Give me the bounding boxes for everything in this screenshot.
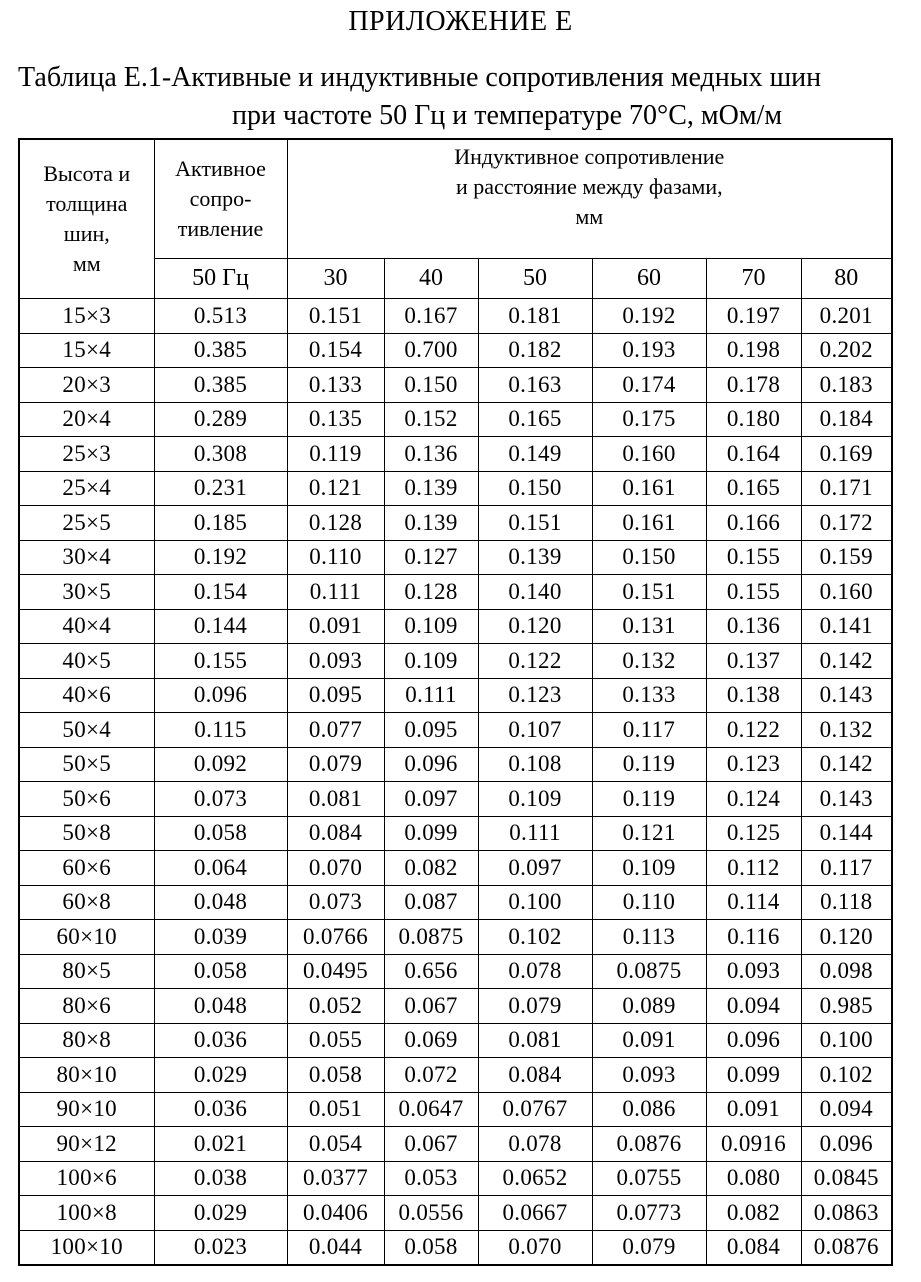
inductive-resistance-cell: 0.096 — [384, 747, 478, 782]
active-resistance-cell: 0.185 — [154, 506, 287, 541]
inductive-resistance-cell: 0.139 — [384, 471, 478, 506]
busbar-size-cell: 80×8 — [19, 1023, 154, 1058]
inductive-resistance-cell: 0.985 — [801, 989, 892, 1024]
inductive-resistance-cell: 0.109 — [592, 851, 706, 886]
inductive-resistance-cell: 0.058 — [287, 1058, 384, 1093]
active-resistance-cell: 0.115 — [154, 713, 287, 748]
inductive-resistance-cell: 0.155 — [706, 575, 801, 610]
inductive-resistance-cell: 0.052 — [287, 989, 384, 1024]
inductive-resistance-cell: 0.142 — [801, 644, 892, 679]
active-resistance-cell: 0.036 — [154, 1092, 287, 1127]
active-resistance-cell: 0.036 — [154, 1023, 287, 1058]
active-resistance-cell: 0.058 — [154, 954, 287, 989]
inductive-resistance-cell: 0.202 — [801, 333, 892, 368]
inductive-resistance-cell: 0.656 — [384, 954, 478, 989]
inductive-resistance-cell: 0.094 — [706, 989, 801, 1024]
inductive-resistance-cell: 0.096 — [801, 1127, 892, 1162]
inductive-header-line: Индуктивное сопротивление — [454, 144, 725, 169]
inductive-resistance-cell: 0.138 — [706, 678, 801, 713]
busbar-size-cell: 90×10 — [19, 1092, 154, 1127]
inductive-resistance-cell: 0.110 — [592, 885, 706, 920]
inductive-resistance-cell: 0.117 — [801, 851, 892, 886]
inductive-resistance-cell: 0.132 — [801, 713, 892, 748]
table-row — [19, 402, 892, 437]
inductive-resistance-cell: 0.096 — [706, 1023, 801, 1058]
table-row — [19, 1092, 892, 1127]
inductive-resistance-cell: 0.700 — [384, 333, 478, 368]
active-column-header — [154, 139, 287, 259]
table-caption-line-1: Таблица Е.1-Активные и индуктивные сопротивления медных шин — [18, 62, 822, 93]
inductive-resistance-cell: 0.182 — [478, 333, 592, 368]
table-row — [19, 1023, 892, 1058]
inductive-resistance-cell: 0.080 — [706, 1161, 801, 1196]
inductive-resistance-cell: 0.113 — [592, 920, 706, 955]
inductive-resistance-cell: 0.0556 — [384, 1196, 478, 1231]
active-resistance-cell: 0.073 — [154, 782, 287, 817]
table-row — [19, 920, 892, 955]
inductive-resistance-cell: 0.0767 — [478, 1092, 592, 1127]
busbar-size-cell: 80×6 — [19, 989, 154, 1024]
inductive-resistance-cell: 0.084 — [478, 1058, 592, 1093]
inductive-resistance-cell: 0.161 — [592, 506, 706, 541]
active-resistance-cell: 0.513 — [154, 299, 287, 334]
inductive-resistance-cell: 0.051 — [287, 1092, 384, 1127]
inductive-resistance-cell: 0.143 — [801, 782, 892, 817]
inductive-resistance-cell: 0.119 — [287, 437, 384, 472]
table-row — [19, 885, 892, 920]
inductive-resistance-cell: 0.067 — [384, 989, 478, 1024]
busbar-size-cell: 25×3 — [19, 437, 154, 472]
active-resistance-cell: 0.192 — [154, 540, 287, 575]
active-resistance-cell: 0.144 — [154, 609, 287, 644]
active-resistance-cell: 0.064 — [154, 851, 287, 886]
table-row — [19, 506, 892, 541]
active-header-line: тивление — [177, 216, 264, 241]
inductive-resistance-cell: 0.089 — [592, 989, 706, 1024]
distance-header: 70 — [706, 259, 801, 299]
inductive-resistance-cell: 0.193 — [592, 333, 706, 368]
inductive-resistance-cell: 0.160 — [801, 575, 892, 610]
inductive-resistance-cell: 0.044 — [287, 1230, 384, 1265]
inductive-resistance-cell: 0.178 — [706, 368, 801, 403]
inductive-resistance-cell: 0.081 — [287, 782, 384, 817]
inductive-resistance-cell: 0.141 — [801, 609, 892, 644]
inductive-resistance-cell: 0.054 — [287, 1127, 384, 1162]
inductive-resistance-cell: 0.136 — [384, 437, 478, 472]
inductive-resistance-cell: 0.0667 — [478, 1196, 592, 1231]
inductive-resistance-cell: 0.079 — [287, 747, 384, 782]
inductive-resistance-cell: 0.098 — [801, 954, 892, 989]
inductive-resistance-cell: 0.109 — [384, 644, 478, 679]
inductive-resistance-cell: 0.165 — [706, 471, 801, 506]
inductive-resistance-cell: 0.0652 — [478, 1161, 592, 1196]
busbar-size-cell: 20×3 — [19, 368, 154, 403]
inductive-resistance-cell: 0.0377 — [287, 1161, 384, 1196]
active-resistance-cell: 0.048 — [154, 989, 287, 1024]
header-row — [19, 139, 892, 259]
inductive-resistance-cell: 0.073 — [287, 885, 384, 920]
inductive-resistance-cell: 0.135 — [287, 402, 384, 437]
inductive-resistance-cell: 0.201 — [801, 299, 892, 334]
table-row — [19, 816, 892, 851]
table-row — [19, 471, 892, 506]
inductive-resistance-cell: 0.167 — [384, 299, 478, 334]
inductive-resistance-cell: 0.198 — [706, 333, 801, 368]
inductive-resistance-cell: 0.102 — [478, 920, 592, 955]
inductive-resistance-cell: 0.0647 — [384, 1092, 478, 1127]
inductive-resistance-cell: 0.122 — [706, 713, 801, 748]
inductive-resistance-cell: 0.081 — [478, 1023, 592, 1058]
inductive-resistance-cell: 0.164 — [706, 437, 801, 472]
active-resistance-cell: 0.039 — [154, 920, 287, 955]
inductive-resistance-cell: 0.086 — [592, 1092, 706, 1127]
inductive-resistance-cell: 0.084 — [706, 1230, 801, 1265]
inductive-resistance-cell: 0.072 — [384, 1058, 478, 1093]
busbar-size-cell: 50×5 — [19, 747, 154, 782]
inductive-resistance-cell: 0.087 — [384, 885, 478, 920]
inductive-resistance-cell: 0.150 — [384, 368, 478, 403]
inductive-resistance-cell: 0.0875 — [592, 954, 706, 989]
table-row — [19, 1230, 892, 1265]
busbar-size-cell: 60×6 — [19, 851, 154, 886]
inductive-resistance-cell: 0.079 — [478, 989, 592, 1024]
active-resistance-cell: 0.096 — [154, 678, 287, 713]
inductive-resistance-cell: 0.169 — [801, 437, 892, 472]
inductive-resistance-cell: 0.110 — [287, 540, 384, 575]
inductive-resistance-cell: 0.128 — [287, 506, 384, 541]
inductive-resistance-cell: 0.119 — [592, 747, 706, 782]
busbar-size-cell: 30×5 — [19, 575, 154, 610]
inductive-resistance-cell: 0.097 — [478, 851, 592, 886]
active-resistance-cell: 0.155 — [154, 644, 287, 679]
inductive-resistance-cell: 0.128 — [384, 575, 478, 610]
inductive-resistance-cell: 0.0876 — [592, 1127, 706, 1162]
inductive-resistance-cell: 0.175 — [592, 402, 706, 437]
busbar-size-cell: 100×10 — [19, 1230, 154, 1265]
table-row — [19, 575, 892, 610]
inductive-resistance-cell: 0.093 — [706, 954, 801, 989]
inductive-resistance-cell: 0.095 — [287, 678, 384, 713]
size-header-line: толщина — [46, 191, 128, 216]
inductive-resistance-cell: 0.183 — [801, 368, 892, 403]
inductive-resistance-cell: 0.0773 — [592, 1196, 706, 1231]
inductive-resistance-cell: 0.0875 — [384, 920, 478, 955]
inductive-resistance-cell: 0.139 — [384, 506, 478, 541]
inductive-resistance-cell: 0.124 — [706, 782, 801, 817]
busbar-size-cell: 15×3 — [19, 299, 154, 334]
inductive-resistance-cell: 0.079 — [592, 1230, 706, 1265]
busbar-size-cell: 50×4 — [19, 713, 154, 748]
inductive-resistance-cell: 0.070 — [287, 851, 384, 886]
inductive-resistance-cell: 0.161 — [592, 471, 706, 506]
inductive-resistance-cell: 0.058 — [384, 1230, 478, 1265]
busbar-size-cell: 30×4 — [19, 540, 154, 575]
inductive-resistance-cell: 0.099 — [384, 816, 478, 851]
active-resistance-cell: 0.308 — [154, 437, 287, 472]
inductive-resistance-cell: 0.082 — [384, 851, 478, 886]
busbar-size-cell: 40×4 — [19, 609, 154, 644]
busbar-size-cell: 90×12 — [19, 1127, 154, 1162]
table-row — [19, 333, 892, 368]
inductive-header-line: и расстояние между фазами, — [455, 174, 723, 199]
busbar-size-cell: 40×5 — [19, 644, 154, 679]
busbar-size-cell: 60×10 — [19, 920, 154, 955]
inductive-resistance-cell: 0.077 — [287, 713, 384, 748]
table-row — [19, 1196, 892, 1231]
busbar-size-cell: 20×4 — [19, 402, 154, 437]
inductive-resistance-cell: 0.163 — [478, 368, 592, 403]
active-resistance-cell: 0.048 — [154, 885, 287, 920]
active-resistance-cell: 0.058 — [154, 816, 287, 851]
inductive-resistance-cell: 0.070 — [478, 1230, 592, 1265]
active-resistance-cell: 0.029 — [154, 1196, 287, 1231]
inductive-resistance-cell: 0.150 — [478, 471, 592, 506]
table-row — [19, 747, 892, 782]
inductive-resistance-cell: 0.082 — [706, 1196, 801, 1231]
inductive-resistance-cell: 0.111 — [478, 816, 592, 851]
inductive-resistance-cell: 0.107 — [478, 713, 592, 748]
busbar-size-cell: 100×8 — [19, 1196, 154, 1231]
inductive-resistance-cell: 0.127 — [384, 540, 478, 575]
inductive-resistance-cell: 0.159 — [801, 540, 892, 575]
size-column-header — [19, 139, 154, 299]
table-row — [19, 368, 892, 403]
inductive-resistance-cell: 0.078 — [478, 1127, 592, 1162]
inductive-resistance-cell: 0.172 — [801, 506, 892, 541]
inductive-resistance-cell: 0.100 — [801, 1023, 892, 1058]
active-resistance-cell: 0.092 — [154, 747, 287, 782]
inductive-resistance-cell: 0.118 — [801, 885, 892, 920]
inductive-resistance-cell: 0.099 — [706, 1058, 801, 1093]
inductive-resistance-cell: 0.184 — [801, 402, 892, 437]
table-row — [19, 1161, 892, 1196]
inductive-resistance-cell: 0.137 — [706, 644, 801, 679]
inductive-resistance-cell: 0.151 — [478, 506, 592, 541]
inductive-resistance-cell: 0.084 — [287, 816, 384, 851]
inductive-resistance-cell: 0.0766 — [287, 920, 384, 955]
inductive-resistance-cell: 0.091 — [592, 1023, 706, 1058]
inductive-header-line: мм — [575, 204, 604, 229]
table-row — [19, 644, 892, 679]
busbar-size-cell: 50×8 — [19, 816, 154, 851]
inductive-resistance-cell: 0.152 — [384, 402, 478, 437]
inductive-resistance-cell: 0.165 — [478, 402, 592, 437]
inductive-resistance-cell: 0.171 — [801, 471, 892, 506]
active-header-line: сопро- — [189, 186, 252, 211]
inductive-resistance-cell: 0.117 — [592, 713, 706, 748]
active-resistance-cell: 0.289 — [154, 402, 287, 437]
inductive-resistance-cell: 0.111 — [287, 575, 384, 610]
inductive-resistance-cell: 0.166 — [706, 506, 801, 541]
active-resistance-cell: 0.038 — [154, 1161, 287, 1196]
inductive-resistance-cell: 0.120 — [801, 920, 892, 955]
distance-header: 80 — [801, 259, 892, 299]
inductive-resistance-cell: 0.155 — [706, 540, 801, 575]
table-row — [19, 1058, 892, 1093]
inductive-resistance-cell: 0.055 — [287, 1023, 384, 1058]
inductive-resistance-cell: 0.197 — [706, 299, 801, 334]
inductive-resistance-cell: 0.114 — [706, 885, 801, 920]
busbar-size-cell: 50×6 — [19, 782, 154, 817]
inductive-resistance-cell: 0.097 — [384, 782, 478, 817]
inductive-resistance-cell: 0.123 — [706, 747, 801, 782]
distance-header: 60 — [592, 259, 706, 299]
active-resistance-cell: 0.385 — [154, 368, 287, 403]
distance-header: 30 — [287, 259, 384, 299]
table-row — [19, 954, 892, 989]
active-resistance-cell: 0.231 — [154, 471, 287, 506]
inductive-resistance-cell: 0.116 — [706, 920, 801, 955]
inductive-resistance-cell: 0.108 — [478, 747, 592, 782]
inductive-resistance-cell: 0.143 — [801, 678, 892, 713]
inductive-resistance-cell: 0.120 — [478, 609, 592, 644]
copper-busbar-resistance-table — [18, 138, 893, 1266]
inductive-resistance-cell: 0.180 — [706, 402, 801, 437]
inductive-resistance-cell: 0.0755 — [592, 1161, 706, 1196]
inductive-resistance-cell: 0.0845 — [801, 1161, 892, 1196]
inductive-resistance-cell: 0.112 — [706, 851, 801, 886]
busbar-size-cell: 25×5 — [19, 506, 154, 541]
inductive-resistance-cell: 0.102 — [801, 1058, 892, 1093]
table-row — [19, 1127, 892, 1162]
inductive-resistance-cell: 0.133 — [592, 678, 706, 713]
inductive-resistance-cell: 0.067 — [384, 1127, 478, 1162]
table-caption-line-2: при частоте 50 Гц и температуре 70°С, мОм/м — [232, 100, 783, 131]
table-row — [19, 540, 892, 575]
table-row — [19, 678, 892, 713]
frequency-header: 50 Гц — [154, 259, 287, 299]
inductive-resistance-cell: 0.0495 — [287, 954, 384, 989]
table-row — [19, 437, 892, 472]
size-header-line: мм — [72, 251, 101, 276]
inductive-resistance-cell: 0.0916 — [706, 1127, 801, 1162]
inductive-resistance-cell: 0.121 — [287, 471, 384, 506]
inductive-resistance-cell: 0.094 — [801, 1092, 892, 1127]
inductive-resistance-cell: 0.091 — [706, 1092, 801, 1127]
inductive-resistance-cell: 0.132 — [592, 644, 706, 679]
active-resistance-cell: 0.029 — [154, 1058, 287, 1093]
inductive-resistance-cell: 0.140 — [478, 575, 592, 610]
inductive-resistance-cell: 0.150 — [592, 540, 706, 575]
inductive-resistance-cell: 0.160 — [592, 437, 706, 472]
distance-header: 50 — [478, 259, 592, 299]
inductive-resistance-cell: 0.142 — [801, 747, 892, 782]
busbar-size-cell: 80×5 — [19, 954, 154, 989]
busbar-size-cell: 100×6 — [19, 1161, 154, 1196]
inductive-resistance-cell: 0.151 — [592, 575, 706, 610]
busbar-size-cell: 80×10 — [19, 1058, 154, 1093]
appendix-title: ПРИЛОЖЕНИЕ Е — [348, 6, 573, 37]
inductive-resistance-cell: 0.121 — [592, 816, 706, 851]
busbar-size-cell: 60×8 — [19, 885, 154, 920]
inductive-resistance-cell: 0.053 — [384, 1161, 478, 1196]
inductive-resistance-cell: 0.181 — [478, 299, 592, 334]
table-row — [19, 713, 892, 748]
inductive-resistance-cell: 0.192 — [592, 299, 706, 334]
inductive-resistance-cell: 0.095 — [384, 713, 478, 748]
size-header-line: шин, — [63, 221, 110, 246]
size-header-line: Высота и — [43, 161, 131, 186]
inductive-resistance-cell: 0.123 — [478, 678, 592, 713]
inductive-resistance-cell: 0.149 — [478, 437, 592, 472]
inductive-resistance-cell: 0.0863 — [801, 1196, 892, 1231]
table-body — [19, 299, 892, 1266]
inductive-resistance-cell: 0.151 — [287, 299, 384, 334]
active-resistance-cell: 0.154 — [154, 575, 287, 610]
inductive-column-header — [287, 139, 892, 259]
table-row — [19, 609, 892, 644]
inductive-resistance-cell: 0.109 — [384, 609, 478, 644]
inductive-resistance-cell: 0.111 — [384, 678, 478, 713]
active-resistance-cell: 0.023 — [154, 1230, 287, 1265]
inductive-resistance-cell: 0.0876 — [801, 1230, 892, 1265]
inductive-resistance-cell: 0.100 — [478, 885, 592, 920]
inductive-resistance-cell: 0.133 — [287, 368, 384, 403]
inductive-resistance-cell: 0.091 — [287, 609, 384, 644]
active-resistance-cell: 0.385 — [154, 333, 287, 368]
inductive-resistance-cell: 0.154 — [287, 333, 384, 368]
inductive-resistance-cell: 0.174 — [592, 368, 706, 403]
inductive-resistance-cell: 0.0406 — [287, 1196, 384, 1231]
inductive-resistance-cell: 0.078 — [478, 954, 592, 989]
inductive-resistance-cell: 0.069 — [384, 1023, 478, 1058]
busbar-size-cell: 40×6 — [19, 678, 154, 713]
inductive-resistance-cell: 0.122 — [478, 644, 592, 679]
distance-header: 40 — [384, 259, 478, 299]
inductive-resistance-cell: 0.125 — [706, 816, 801, 851]
table-row — [19, 299, 892, 334]
active-resistance-cell: 0.021 — [154, 1127, 287, 1162]
inductive-resistance-cell: 0.109 — [478, 782, 592, 817]
busbar-size-cell: 25×4 — [19, 471, 154, 506]
inductive-resistance-cell: 0.131 — [592, 609, 706, 644]
inductive-resistance-cell: 0.139 — [478, 540, 592, 575]
inductive-resistance-cell: 0.093 — [287, 644, 384, 679]
table-row — [19, 851, 892, 886]
busbar-size-cell: 15×4 — [19, 333, 154, 368]
table-row — [19, 989, 892, 1024]
table-row — [19, 782, 892, 817]
inductive-resistance-cell: 0.093 — [592, 1058, 706, 1093]
inductive-resistance-cell: 0.119 — [592, 782, 706, 817]
inductive-resistance-cell: 0.136 — [706, 609, 801, 644]
active-header-line: Активное — [175, 156, 266, 181]
inductive-resistance-cell: 0.144 — [801, 816, 892, 851]
